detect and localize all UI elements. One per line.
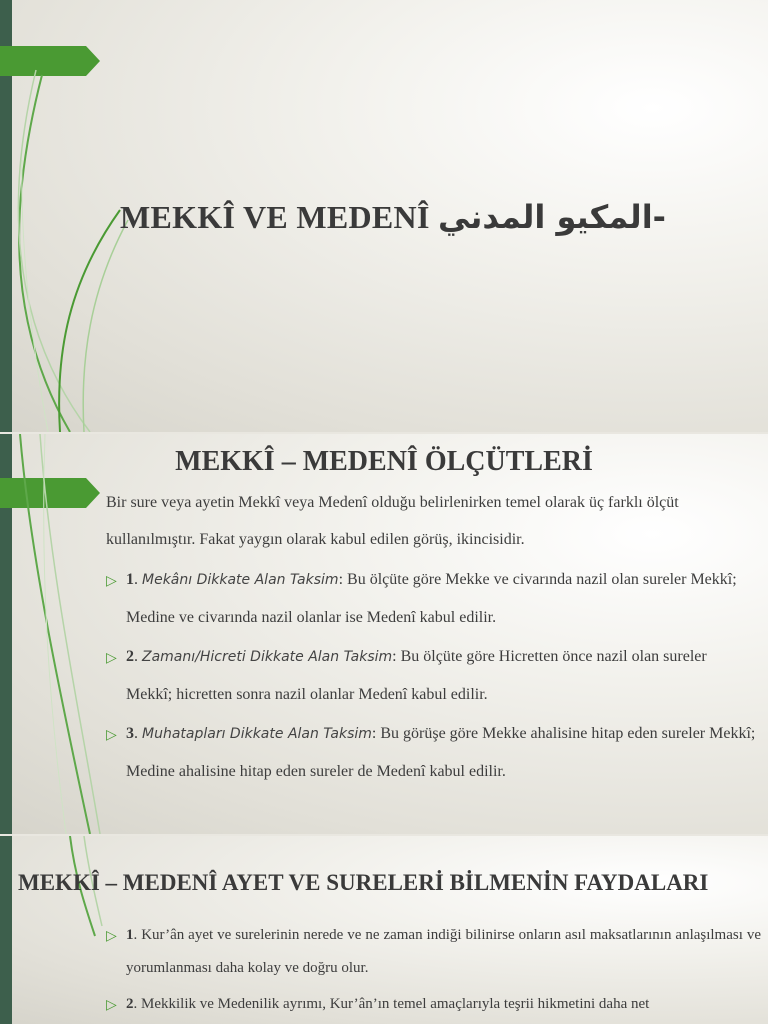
item-text: . Kur’ân ayet ve surelerinin nerede ve ne zaman indiği bilinirse onların asıl maksatlarının anlaşılması ve yorumlanması daha kolay ve doğru olur. [126,927,761,976]
item-text: : Bu ölçüte göre Hicretten önce nazil olan sureler Mekkî; hicretten sonra nazil olanlar Medenî kabul edilir. [126,648,707,703]
intro-paragraph: Bir sure veya ayetin Mekkî veya Medenî olduğu belirlenirken temel olarak üç farklı ölçüt kullanılmıştır. Fakat yaygın olarak kabul edilen görüş, ikincisidir. [106,494,679,548]
open-triangle-bullet-icon: ▷ [106,727,117,743]
title-slide [0,0,768,432]
item-text: : Bu ölçüte göre Mekke ve civarında nazil olan sureler Mekkî; Medine ve civarında nazil olanlar ise Medenî kabul edilir. [126,571,737,626]
item-number: 1 [126,571,134,588]
title-latin: MEKKÎ VE MEDENÎ [120,199,430,235]
list-item [106,919,761,985]
open-triangle-bullet-icon: ▷ [106,928,117,944]
item-name: Muhatapları Dikkate Alan Taksim [142,726,372,742]
slide-title: MEKKÎ – MEDENÎ ÖLÇÜTLERİ [175,446,593,477]
item-number: 3 [126,725,134,742]
item-number: 1 [126,927,134,943]
list-item: ▷ 2. Zamanı/Hicreti Dikkate Alan Taksim: Bu ölçüte göre Hicretten önce nazil olan sureler Mekkî; hicretten sonra nazil olanlar Medenî kabul edilir. [106,638,756,713]
item-text: : Bu görüşe göre Mekke ahalisine hitap eden sureler Mekkî; Medine ahalisine hitap eden sureler de Medenî kabul edilir. [126,725,756,780]
item-name: Zamanı/Hicreti Dikkate Alan Taksim [142,649,393,665]
slide-title: MEKKÎ – MEDENÎ AYET VE SURELERİ BİLMENİN FAYDALARI [18,870,709,895]
title-arabic: -المكيو المدني [438,198,667,236]
list-item: ▷ 3. Muhatapları Dikkate Alan Taksim: Bu görüşe göre Mekke ahalisine hitap eden sureler Mekkî; Medine ahalisine hitap eden sureler de Medenî kabul edilir. [106,715,756,790]
item-text: . Mekkilik ve Medenilik ayrımı, Kur’ân’ın temel amaçlarıyla teşrii hikmetini daha net [133,996,650,1012]
list-item [106,988,761,1021]
item-number: 2 [126,996,134,1012]
item-name: Mekânı Dikkate Alan Taksim [142,572,339,588]
slide-title [120,198,666,236]
list-item: ▷ 1. Mekânı Dikkate Alan Taksim: Bu ölçüte göre Mekke ve civarında nazil olan sureler Mekkî; Medine ve civarında nazil olanlar ise Medenî kabul edilir. [106,561,756,636]
open-triangle-bullet-icon: ▷ [106,573,117,589]
item-number: 2 [126,648,134,665]
benefits-slide [0,836,768,1024]
criteria-slide [0,434,768,834]
open-triangle-bullet-icon: ▷ [106,650,117,666]
open-triangle-bullet-icon: ▷ [106,997,117,1013]
